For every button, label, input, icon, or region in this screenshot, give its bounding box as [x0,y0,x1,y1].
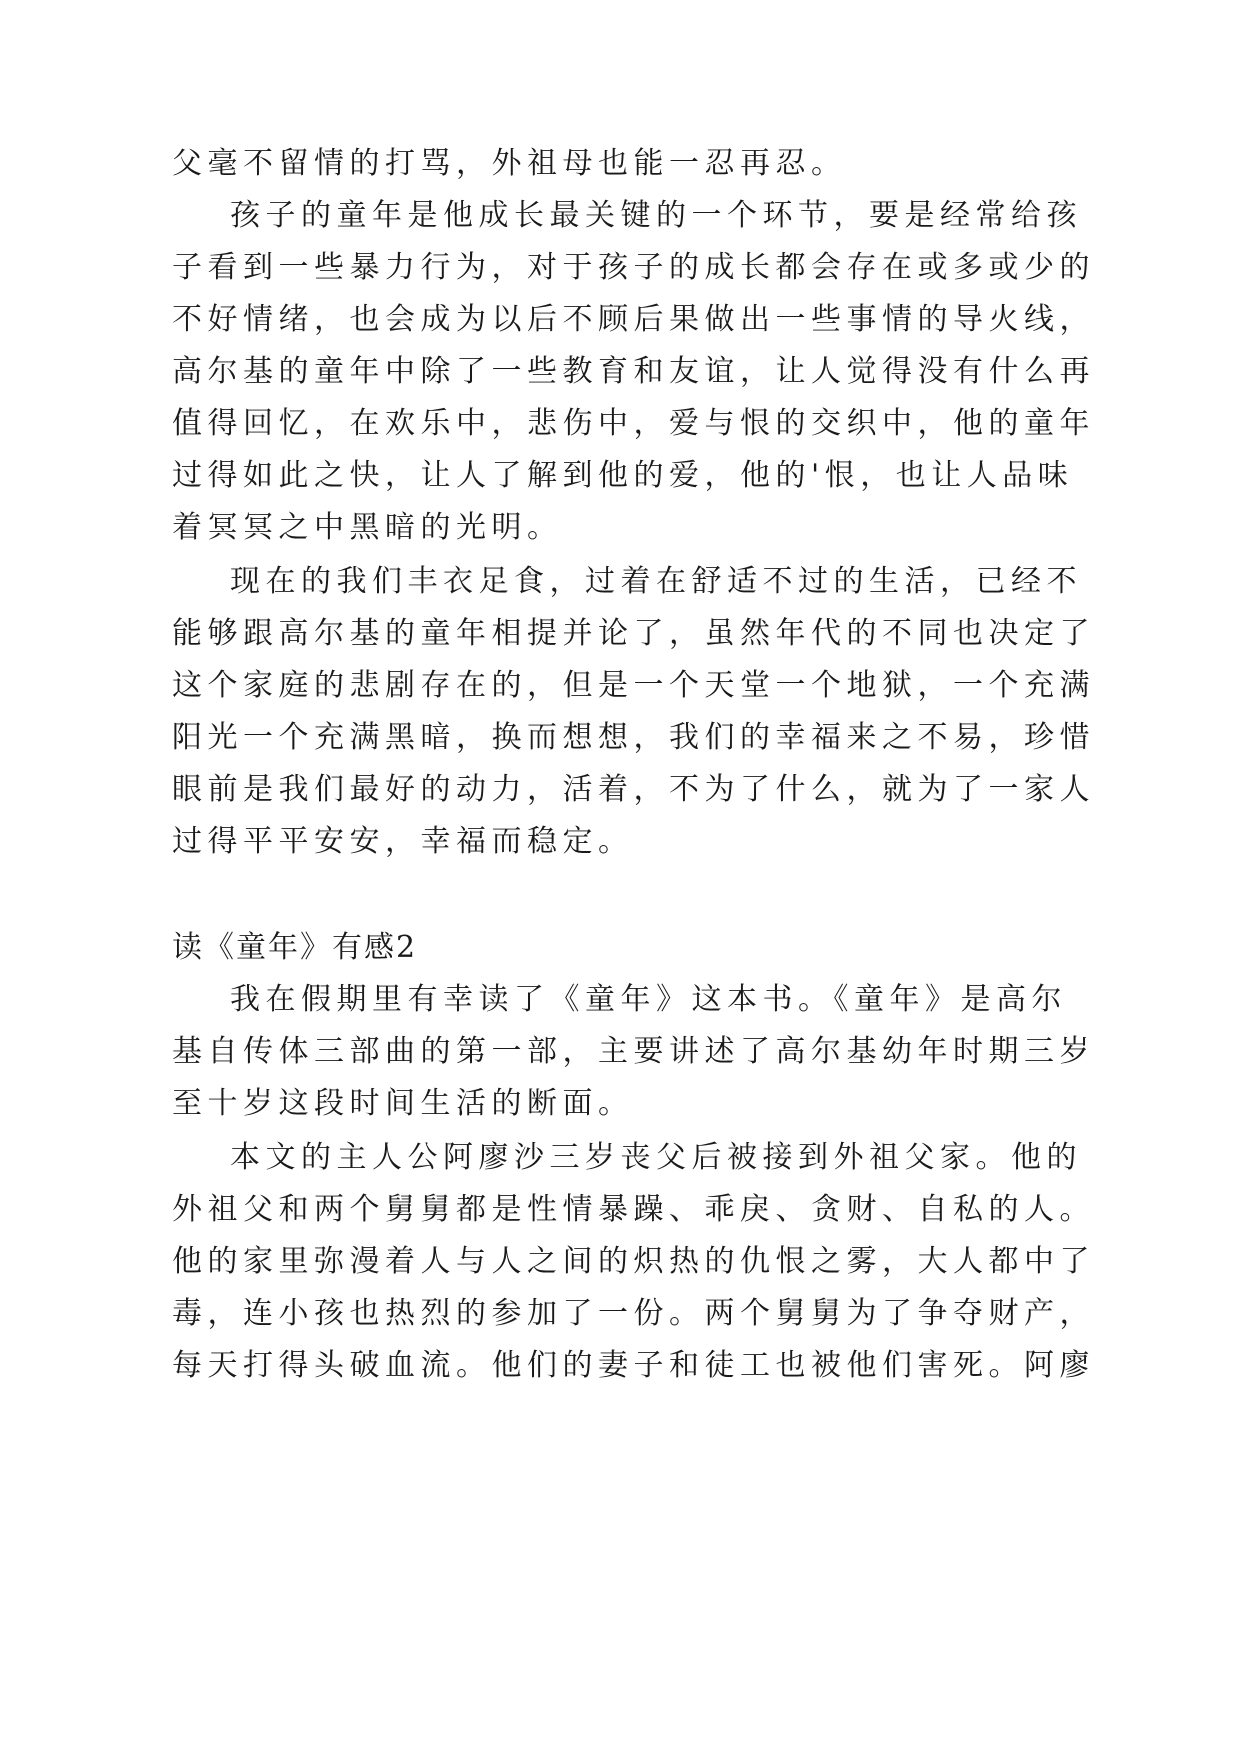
text-line: 现在的我们丰衣足食，过着在舒适不过的生活，已经不 [230,564,1082,599]
text-line: 基自传体三部曲的第一部，主要讲述了高尔基幼年时期三岁 [172,1034,1095,1069]
text-line: 过得平平安安，幸福而稳定。 [172,824,634,859]
text-line: 这个家庭的悲剧存在的，但是一个天堂一个地狱，一个充满 [172,668,1095,703]
text-line: 至十岁这段时间生活的断面。 [172,1086,634,1121]
text-line: 高尔基的童年中除了一些教育和友谊，让人觉得没有什么再 [172,354,1095,389]
text-line: 眼前是我们最好的动力，活着，不为了什么，就为了一家人 [172,772,1095,807]
text-line: 过得如此之快，让人了解到他的爱，他的'恨，也让人品味 [172,458,1074,493]
text-line: 毒，连小孩也热烈的参加了一份。两个舅舅为了争夺财产， [172,1296,1095,1331]
text-line: 他的家里弥漫着人与人之间的炽热的仇恨之雾，大人都中了 [172,1244,1095,1279]
text-line: 子看到一些暴力行为，对于孩子的成长都会存在或多或少的 [172,250,1095,285]
text-line: 着冥冥之中黑暗的光明。 [172,510,563,545]
text-line: 不好情绪，也会成为以后不顾后果做出一些事情的导火线， [172,302,1095,337]
text-line: 父毫不留情的打骂，外祖母也能一忍再忍。 [172,146,847,181]
section-heading: 读《童年》有感2 [172,930,418,965]
text-line: 孩子的童年是他成长最关键的一个环节，要是经常给孩 [230,198,1082,233]
text-line: 阳光一个充满黑暗，换而想想，我们的幸福来之不易，珍惜 [172,720,1095,755]
text-line: 外祖父和两个舅舅都是性情暴躁、乖戾、贪财、自私的人。 [172,1192,1095,1227]
text-line: 我在假期里有幸读了《童年》这本书。《童年》是高尔 [230,982,1067,1017]
text-line: 每天打得头破血流。他们的妻子和徒工也被他们害死。阿廖 [172,1348,1095,1383]
text-line: 本文的主人公阿廖沙三岁丧父后被接到外祖父家。他的 [230,1140,1082,1175]
text-line: 值得回忆，在欢乐中，悲伤中，爱与恨的交织中，他的童年 [172,406,1095,441]
text-line: 能够跟高尔基的童年相提并论了，虽然年代的不同也决定了 [172,616,1095,651]
